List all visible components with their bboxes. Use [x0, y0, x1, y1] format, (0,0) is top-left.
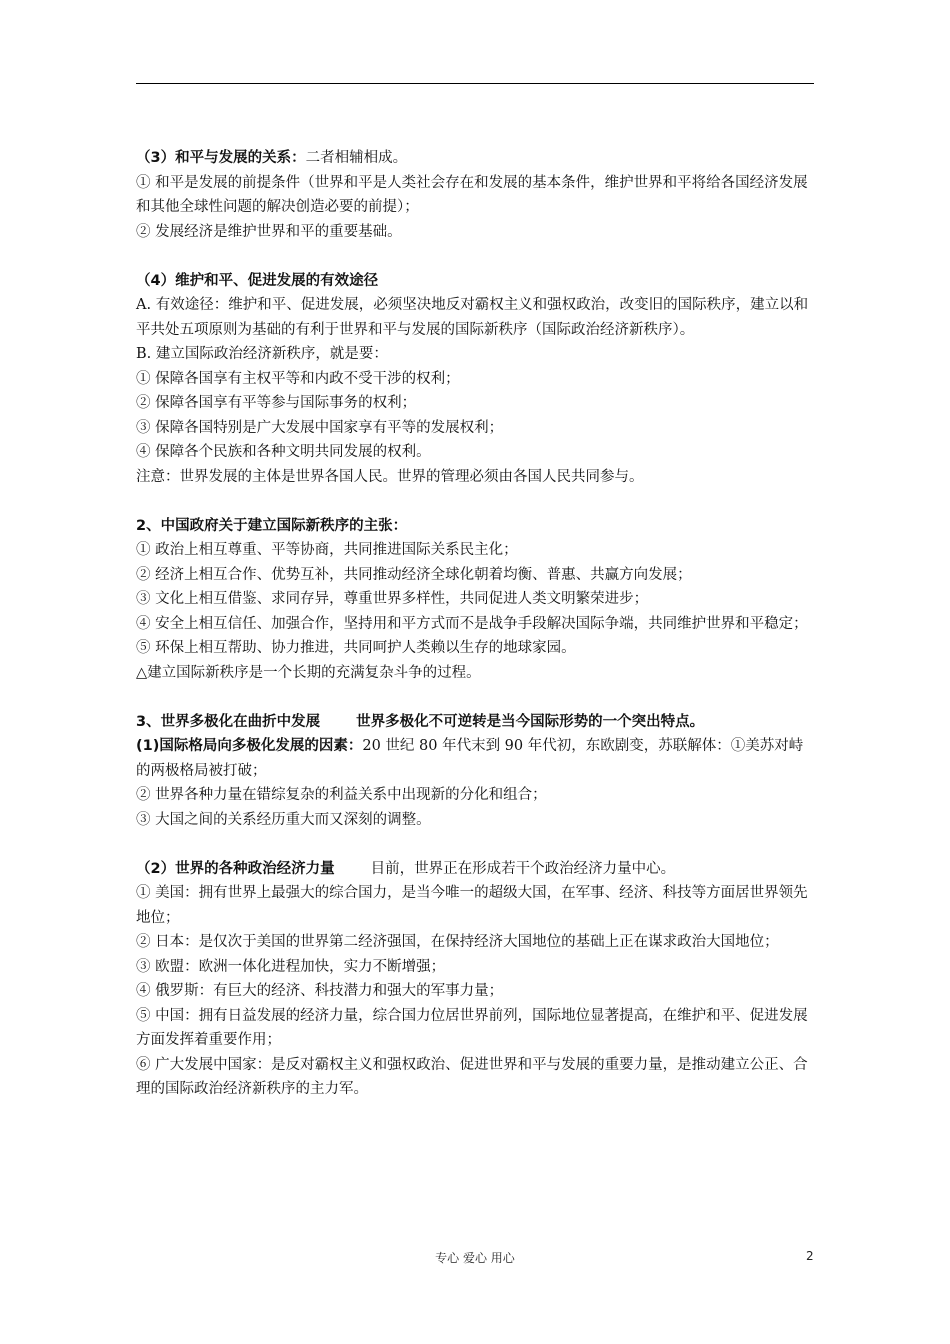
- sectionB3-sub1: [136, 734, 816, 783]
- section3-title-rest: 二者相辅相成。: [305, 150, 408, 166]
- page-number: 2: [806, 1249, 814, 1263]
- section4-item: ③ 保障各国特别是广大发展中国家享有平等的发展权利；: [136, 419, 504, 436]
- section4-item: A. 有效途径：维护和平、促进发展，必须坚决地反对霸权主义和强权政治，改变旧的国际秩序，建立以和平共处五项原则为基础的有利于世界和平与发展的国际新秩序（国际政治经济新秩序）。: [136, 297, 809, 338]
- sectionB3-title: 3、世界多极化在曲折中发展: [136, 713, 321, 730]
- sectionB3-sub1-rest: 20 世纪 80 年代末到 90 年代初，东欧剧变，苏联解体：①美苏对峙的两极格局被打破；: [136, 738, 804, 779]
- sectionB2-item: ① 政治上相互尊重、平等协商，共同推进国际关系民主化；: [136, 542, 518, 558]
- section3-heading: [136, 146, 816, 171]
- section3-item: ② 发展经济是维护世界和平的重要基础。: [136, 223, 402, 240]
- section4-note: 注意：世界发展的主体是世界各国人民。世界的管理必须由各国人民共同参与。: [136, 468, 644, 485]
- section4-item: ① 保障各国享有主权平等和内政不受干涉的权利；: [136, 370, 460, 387]
- section4-item: ② 保障各国享有平等参与国际事务的权利；: [136, 395, 417, 411]
- page-footer: [0, 1249, 950, 1269]
- sectionB2-item: ③ 文化上相互借鉴、求同存异，尊重世界多样性，共同促进人类文明繁荣进步；: [136, 591, 649, 607]
- sectionB3-sub2-item: ② 日本：是仅次于美国的世界第二经济强国，在保持经济大国地位的基础上正在谋求政治大国地位；: [136, 934, 779, 950]
- sectionB3-sub1-item: ② 世界各种力量在错综复杂的利益关系中出现新的分化和组合；: [136, 787, 547, 803]
- header-rule: [136, 83, 814, 84]
- sectionB3-sub2-item: ⑤ 中国：拥有日益发展的经济力量，综合国力位居世界前列，国际地位显著提高，在维护和平、促进发展方面发挥着重要作用；: [136, 1007, 808, 1048]
- section3-title: （3）和平与发展的关系：: [136, 150, 306, 166]
- footer-motto: 专心 爱心 用心: [435, 1251, 515, 1265]
- sectionB3-sub2-item: ③ 欧盟：欧洲一体化进程加快，实力不断增强；: [136, 958, 446, 975]
- sectionB3-sub2-rest: 目前，世界正在形成若干个政治经济力量中心。: [370, 860, 676, 877]
- sectionB2-item: ④ 安全上相互信任、加强合作，坚持用和平方式而不是战争手段解决国际争端，共同维护世界和平稳定；: [136, 615, 808, 632]
- sectionB3-sub2-title: （2）世界的各种政治经济力量: [136, 860, 335, 877]
- sectionB3-sub2-item: ④ 俄罗斯：有巨大的经济、科技潜力和强大的军事力量；: [136, 983, 504, 999]
- document-body: [136, 146, 816, 1102]
- section4-item: B. 建立国际政治经济新秩序，就是要：: [136, 346, 388, 362]
- sectionB3-sub1-title: (1)国际格局向多极化发展的因素：: [136, 738, 363, 754]
- section3-item: ① 和平是发展的前提条件（世界和平是人类社会存在和发展的基本条件，维护世界和平将给各国经济发展和其他全球性问题的解决创造必要的前提）；: [136, 174, 808, 215]
- sectionB3-sub2-item: ⑥ 广大发展中国家：是反对霸权主义和强权政治、促进世界和平与发展的重要力量，是推动建立公正、合理的国际政治经济新秩序的主力军。: [136, 1056, 808, 1097]
- sectionB3-sub2-item: ① 美国：拥有世界上最强大的综合国力，是当今唯一的超级大国，在军事、经济、科技等方面居世界领先地位；: [136, 885, 808, 926]
- sectionB2-item: △建立国际新秩序是一个长期的充满复杂斗争的过程。: [136, 664, 481, 681]
- section4-title: （4）维护和平、促进发展的有效途径: [136, 272, 379, 289]
- sectionB3-heading: [136, 710, 816, 735]
- section4-item: ④ 保障各个民族和各种文明共同发展的权利。: [136, 444, 431, 460]
- sectionB2-item: ⑤ 环保上相互帮助、协力推进，共同呵护人类赖以生存的地球家园。: [136, 640, 576, 656]
- sectionB3-title2: 世界多极化不可逆转是当今国际形势的一个突出特点。: [356, 713, 705, 730]
- sectionB2-title: 2、中国政府关于建立国际新秩序的主张：: [136, 517, 408, 534]
- sectionB3-sub1-item: ③ 大国之间的关系经历重大而又深刻的调整。: [136, 811, 431, 828]
- sectionB2-item: ② 经济上相互合作、优势互补，共同推动经济全球化朝着均衡、普惠、共赢方向发展；: [136, 566, 692, 583]
- sectionB3-sub2: [136, 857, 816, 882]
